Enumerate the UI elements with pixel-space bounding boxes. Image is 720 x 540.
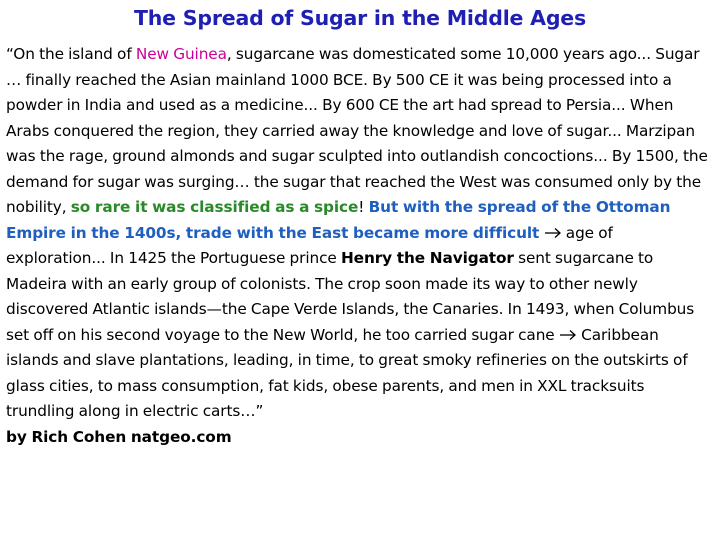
ottoman-highlight: But with the spread of the Ottoman Empire in the 1400s, trade with the East became more difficult [6, 198, 671, 242]
byline: by Rich Cohen natgeo.com [6, 427, 232, 446]
spice-highlight: so rare it was classified as a spice [70, 198, 359, 216]
right-arrow-icon [559, 329, 577, 341]
quote-text-3: age of exploration... In 1425 the Portuguese prince [6, 223, 613, 267]
quote-text-1: “On the island of [6, 45, 136, 63]
henry-the-navigator: Henry the Navigator [340, 249, 514, 267]
right-arrow-icon [544, 227, 562, 239]
new-guinea-highlight: New Guinea [135, 45, 227, 63]
quote-text-2: , sugarcane was domesticated some 10,000 years ago... Sugar … finally reached the Asian mainland 1000 BCE. By 500 CE it was being processed into a powder in India and used as a medicine... By 600 CE the art had spread to Persia... When Arabs conquered the region, they carried away the knowledge and love of sugar... Marzipan was the rage, ground almonds and sugar sculpted into outlandish concoctions... By 1500, the demand for sugar was surging… the sugar that reached the West was consumed only by the nobility, [6, 45, 708, 216]
quote-body [6, 42, 712, 450]
quote-text-4: sent sugarcane to Madeira with an early group of colonists. The crop soon made its way to other newly discovered Atlantic islands—the Cape Verde Islands, the Canaries. In 1493, when Columbus set off on his second voyage to the New World, he too carried sugar cane [6, 249, 695, 344]
exclamation-text: ! [358, 198, 369, 216]
quote-text-5: Caribbean islands and slave plantations, leading, in time, to great smoky refineries on the outskirts of glass cities, to mass consumption, fat kids, obese parents, and men in XXL tracksuits trundling along in electric carts…” [6, 325, 688, 420]
slide-title: The Spread of Sugar in the Middle Ages [133, 6, 587, 30]
